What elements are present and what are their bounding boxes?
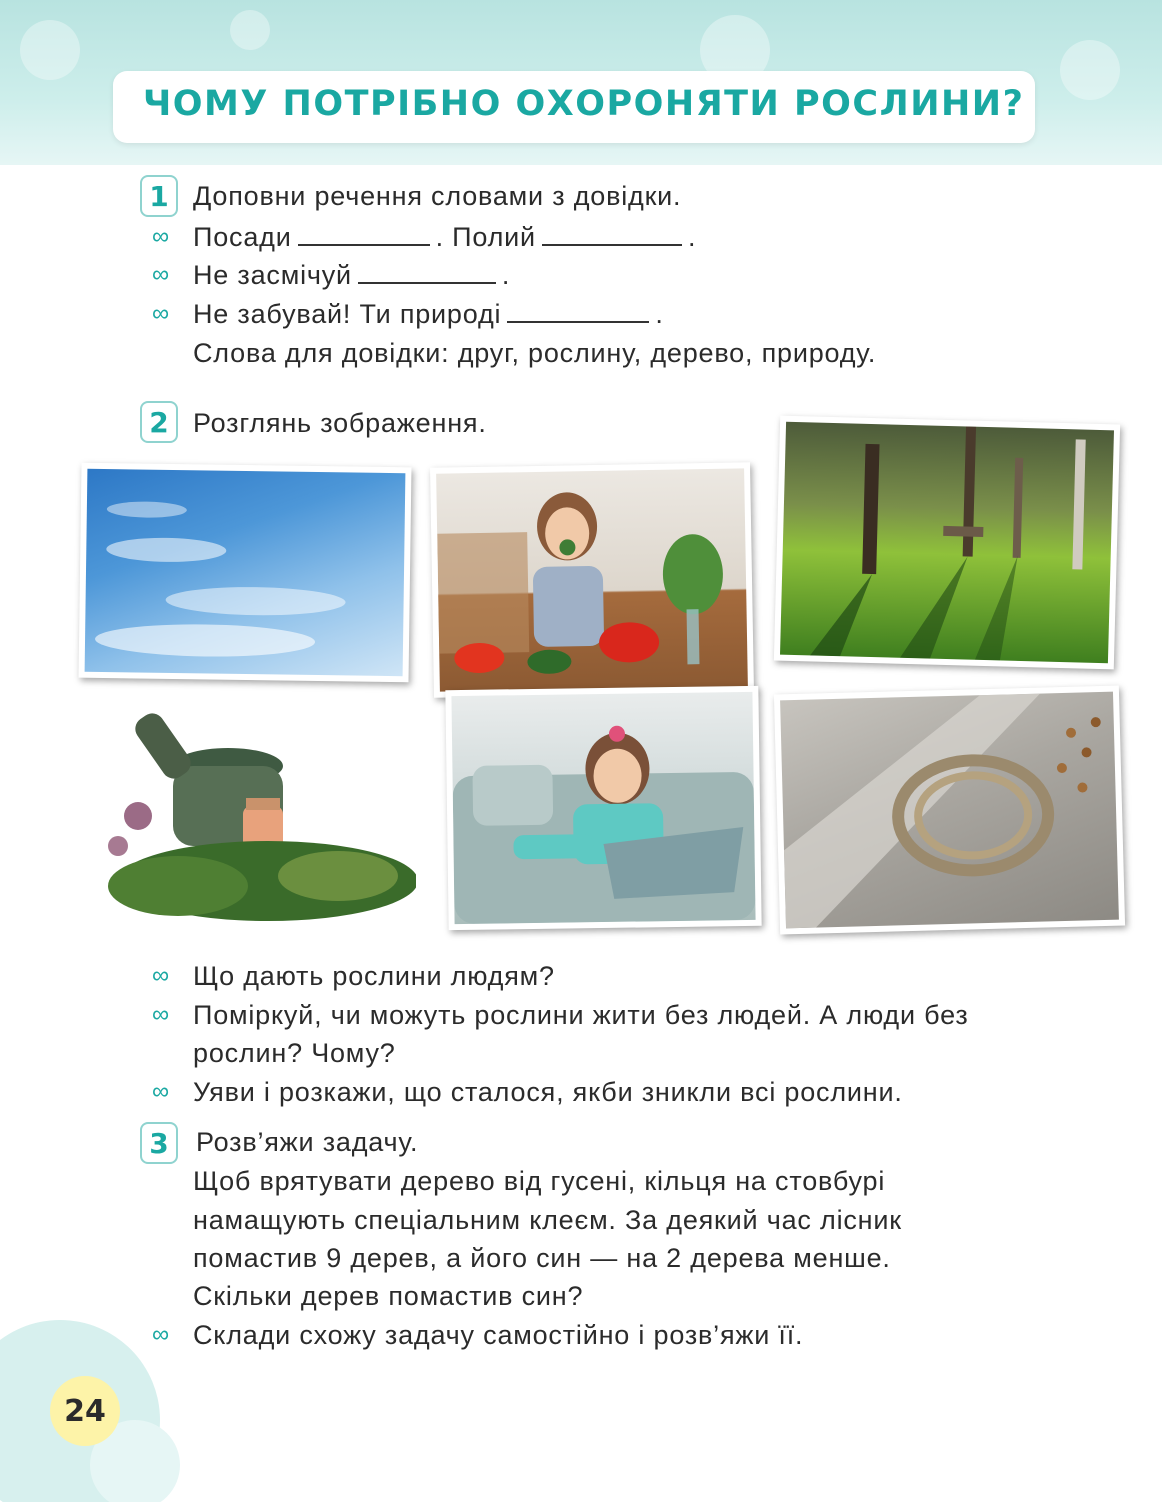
item-text: Не забувай! Ти природі: [193, 299, 502, 329]
task-number-badge: 3: [140, 1122, 178, 1164]
infinity-icon: ∞: [152, 1001, 170, 1028]
decor-bubble: [230, 10, 270, 50]
task1-item: [193, 259, 510, 291]
answer-blank[interactable]: [358, 262, 496, 284]
park-trees-illustration: [780, 422, 1114, 664]
linen-seeds-illustration: [780, 692, 1119, 929]
page-title: ЧОМУ ПОТРІБНО ОХОРОНЯТИ РОСЛИНИ?: [143, 84, 1025, 124]
task1-instruction: Доповни речення словами з довідки.: [193, 181, 682, 211]
item-text: Посади: [193, 222, 292, 252]
infinity-icon: ∞: [152, 1321, 170, 1348]
task3-extra: Склади схожу задачу самостійно і розв’яжи її.: [193, 1320, 804, 1350]
answer-blank[interactable]: [507, 301, 649, 323]
girl-reading-illustration: [451, 692, 755, 924]
photo-girl-eating: [430, 462, 754, 698]
task3-text: намащують спеціальним клеєм. За деякий час лісник: [193, 1205, 902, 1235]
task1-item: [193, 298, 664, 330]
item-text: .: [501, 260, 511, 290]
clouds-illustration: [85, 469, 406, 676]
task1-item: [193, 221, 696, 253]
task3-instruction: Розв’яжи задачу.: [196, 1127, 419, 1157]
task3-text: Щоб врятувати дерево від гусені, кільця на стовбурі: [193, 1166, 886, 1196]
task2-question: Що дають рослини людям?: [193, 961, 555, 991]
task-number-badge: 2: [140, 401, 178, 443]
answer-blank[interactable]: [542, 224, 682, 246]
herbs-mortar-illustration: [98, 706, 416, 929]
infinity-icon: ∞: [152, 1078, 170, 1105]
infinity-icon: ∞: [152, 300, 170, 327]
photo-linen: [774, 686, 1125, 935]
task3-text: помастив 9 дерев, а його син — на 2 дерева менше.: [193, 1243, 891, 1273]
photo-park: [774, 416, 1120, 670]
decor-bubble: [20, 20, 80, 80]
photo-girl-reading: [445, 686, 761, 930]
item-text: .: [687, 222, 697, 252]
girl-eating-illustration: [436, 468, 748, 691]
task2-question: Уяви і розкажи, що сталося, якби зникли всі рослини.: [193, 1077, 903, 1107]
item-text: .: [655, 299, 664, 329]
task3-text: Скільки дерев помастив син?: [193, 1281, 584, 1311]
page-number: 24: [50, 1376, 120, 1446]
task2-instruction: Розглянь зображення.: [193, 408, 487, 438]
task2-question-cont: рослин? Чому?: [193, 1038, 396, 1068]
item-text: Не засмічуй: [193, 260, 352, 290]
task1-hint: Слова для довідки: друг, рослину, дерево, природу.: [193, 338, 877, 368]
item-text: . Полий: [435, 222, 536, 252]
answer-blank[interactable]: [298, 224, 430, 246]
decor-bubble: [1060, 40, 1120, 100]
infinity-icon: ∞: [152, 261, 170, 288]
task-number-badge: 1: [140, 175, 178, 217]
photo-sky: [79, 463, 412, 683]
infinity-icon: ∞: [152, 962, 170, 989]
task2-question: Поміркуй, чи можуть рослини жити без людей. А люди без: [193, 1000, 969, 1030]
infinity-icon: ∞: [152, 223, 170, 250]
photo-herbs: [92, 700, 422, 935]
